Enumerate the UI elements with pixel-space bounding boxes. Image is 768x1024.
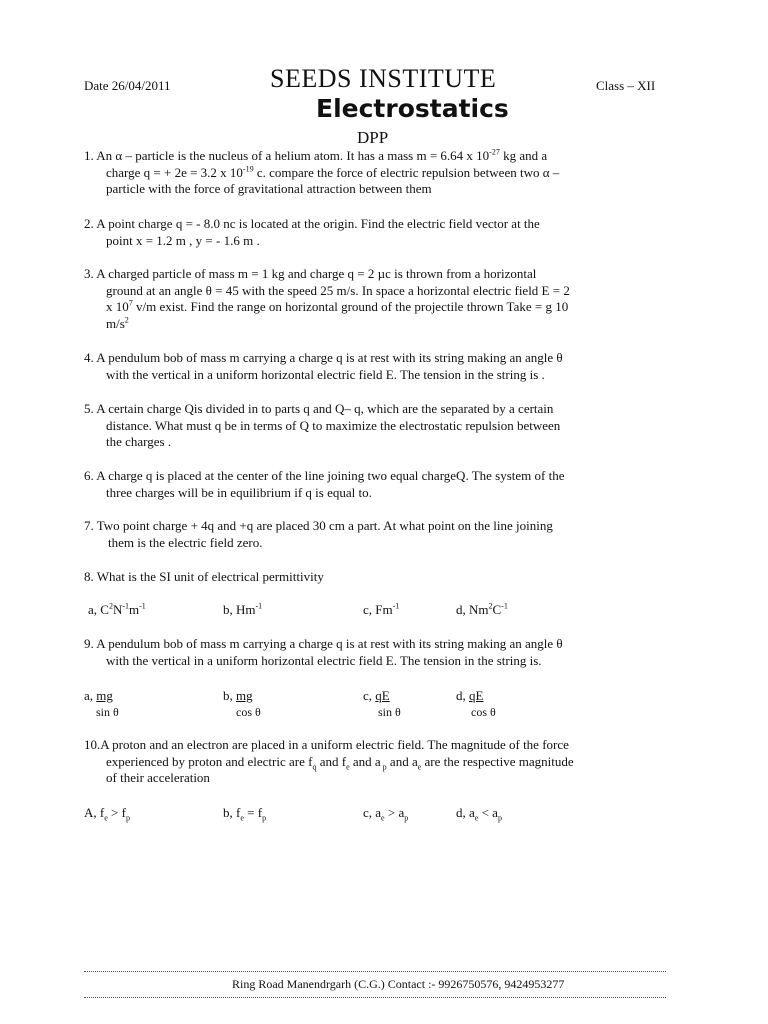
q10-b-sub2: p <box>262 813 267 823</box>
q8-a-mid: N <box>112 602 123 617</box>
q6-line1: 6. A charge q is placed at the center of the line joining two equal chargeQ. The system of the <box>84 468 565 483</box>
q8-option-b <box>223 602 262 618</box>
q7-line2: them is the electric field zero. <box>108 534 263 550</box>
q10-d-sub1: e <box>474 813 479 823</box>
q8-d-sup1: 2 <box>488 601 493 611</box>
q5-line1: 5. A certain charge Qis divided in to parts q and Q– q, which are the separated by a certain <box>84 401 554 416</box>
q10-line1: 10.A proton and an electron are placed in a uniform electric field. The magnitude of the force <box>84 737 569 752</box>
q9-b-numerator: mg <box>236 688 253 703</box>
q10-d-sub2: p <box>497 813 502 823</box>
footer-divider-top <box>84 971 666 972</box>
question-1 <box>84 148 674 198</box>
q9-option-b <box>223 688 253 704</box>
q9-c-denominator: sin θ <box>378 705 401 719</box>
q3-line1: 3. A charged particle of mass m = 1 kg and charge q = 2 µc is thrown from a horizontal <box>84 266 537 281</box>
q8-b-sup: -1 <box>255 601 263 611</box>
question-6 <box>84 468 674 501</box>
institute-title: SEEDS INSTITUTE <box>270 64 497 93</box>
q8-line1: 8. What is the SI unit of electrical permittivity <box>84 569 324 584</box>
q9-line2: with the vertical in a uniform horizontal electric field E. The tension in the string is. <box>106 652 542 668</box>
q10-a-sub2: p <box>125 813 130 823</box>
q9-line1: 9. A pendulum bob of mass m carrying a charge q is at rest with its string making an angle θ <box>84 636 563 651</box>
q10-sub2: e <box>346 762 350 772</box>
q10-line2-b: and f <box>316 753 347 769</box>
q9-option-d <box>456 688 483 704</box>
question-2 <box>84 216 674 249</box>
q3-exp: 7 <box>128 298 133 308</box>
q3-line3: x 10 <box>106 299 129 314</box>
q9-b-label: b, <box>223 688 236 703</box>
q9-d-denominator: cos θ <box>471 705 496 719</box>
q8-option-c <box>363 602 399 618</box>
q8-a-text: a, C <box>88 602 109 617</box>
q10-c-text: c, a <box>363 805 382 820</box>
q9-d-numerator: qE <box>469 688 484 703</box>
q8-b-text: b, Hm <box>223 602 256 617</box>
q10-c-sub2: p <box>404 813 409 823</box>
q8-option-a <box>88 602 146 618</box>
class-label: Class – XII <box>596 78 656 93</box>
q8-d-mid: C <box>492 602 502 617</box>
question-9 <box>84 636 674 669</box>
q10-b-sub1: e <box>240 813 244 823</box>
q4-line1: 4. A pendulum bob of mass m carrying a charge q is at rest with its string making an angle θ <box>84 350 563 365</box>
q2-line1: 2. A point charge q = - 8.0 nc is located at the origin. Find the electric field vector at the <box>84 216 540 231</box>
q1-line1-end: kg and a <box>499 148 548 163</box>
q5-line2: distance. What must q be in terms of Q to maximize the electrostatic repulsion between <box>106 417 561 433</box>
q10-line2: experienced by proton and electric are f <box>106 753 313 769</box>
q10-line2-e: are the respective magnitude <box>421 753 574 769</box>
q8-a-sup1: 2 <box>108 601 113 611</box>
q8-a-sup3: -1 <box>139 601 146 611</box>
q8-a-mid2: m <box>129 602 140 617</box>
q10-a-text: A, f <box>84 805 105 820</box>
q7-line1: 7. Two point charge + 4q and +q are placed 30 cm a part. At what point on the line joining <box>84 518 553 533</box>
q8-d-sup2: -1 <box>501 601 508 611</box>
q1-line2-end: c. compare the force of electric repulsion between two α – <box>253 164 560 180</box>
footer-contact: Ring Road Manendrgarh (C.G.) Contact :- 9926750576, 9424953277 <box>232 977 565 991</box>
q10-sub1: q <box>312 762 317 772</box>
question-4 <box>84 350 674 383</box>
q9-option-a <box>84 688 113 704</box>
question-7 <box>84 518 674 551</box>
q3-exp2: 2 <box>124 315 129 325</box>
q10-c-sub1: e <box>381 813 385 823</box>
q1-line2: charge q = + 2e = 3.2 x 10 <box>106 164 243 180</box>
q10-option-b <box>223 805 266 821</box>
q4-line2: with the vertical in a uniform horizontal electric field E. The tension in the string is . <box>106 366 545 382</box>
q10-line3: of their acceleration <box>106 770 210 785</box>
q10-sub3: p <box>380 762 387 772</box>
q8-a-sup2: -1 <box>122 601 130 611</box>
q1-exp1: -27 <box>489 147 500 157</box>
q9-option-c <box>363 688 390 704</box>
question-3 <box>84 266 674 332</box>
q1-line3: particle with the force of gravitational attraction between them <box>106 181 432 196</box>
q3-line2: ground at an angle θ = 45 with the speed 25 m/s. In space a horizontal electric field E = 2 <box>106 282 570 298</box>
q10-b-text: b, f <box>223 805 241 820</box>
question-8 <box>84 569 674 586</box>
q3-line4: m/s <box>106 315 125 331</box>
q9-a-label: a, <box>84 688 97 703</box>
q10-d-mid: < a <box>478 805 498 820</box>
question-10 <box>84 737 674 787</box>
q5-line3: the charges . <box>106 434 172 449</box>
subject-title: Electrostatics <box>316 94 509 123</box>
q9-c-numerator: qE <box>375 688 390 703</box>
q9-d-label: d, <box>456 688 469 703</box>
question-5 <box>84 401 674 451</box>
footer-divider-bottom <box>84 997 666 998</box>
q9-b-denominator: cos θ <box>236 705 261 719</box>
date-text: Date 26/04/2011 <box>84 78 171 93</box>
q8-option-d <box>456 602 508 618</box>
sheet-label: DPP <box>357 128 389 147</box>
q10-a-sub1: e <box>104 813 108 823</box>
q10-option-c <box>363 805 408 821</box>
q8-d-text: d, Nm <box>456 602 489 617</box>
q1-line1: 1. An α – particle is the nucleus of a helium atom. It has a mass m = 6.64 x 10 <box>84 148 490 163</box>
q1-exp2: -19 <box>242 164 254 174</box>
q10-d-text: d, a <box>456 805 475 820</box>
q10-option-d <box>456 805 502 821</box>
q6-line2: three charges will be in equilibrium if q is equal to. <box>106 484 372 500</box>
q10-line2-d: and a <box>386 753 418 769</box>
q9-c-label: c, <box>363 688 376 703</box>
q8-c-sup: -1 <box>392 601 400 611</box>
q8-c-text: c, Fm <box>363 602 393 617</box>
q10-line2-c: and a <box>349 753 381 769</box>
q10-sub4: e <box>417 762 422 772</box>
q9-a-denominator: sin θ <box>96 705 119 719</box>
q2-line2: point x = 1.2 m , y = - 1.6 m . <box>106 232 260 248</box>
q3-line3-end: v/m exist. Find the range on horizontal ground of the projectile thrown Take = g 10 <box>132 299 569 314</box>
q9-a-numerator: mg <box>96 688 113 703</box>
q10-c-mid: > a <box>384 805 405 820</box>
q10-b-mid: = f <box>243 805 263 820</box>
q10-option-a <box>84 805 130 821</box>
q10-a-mid: > f <box>107 805 126 820</box>
